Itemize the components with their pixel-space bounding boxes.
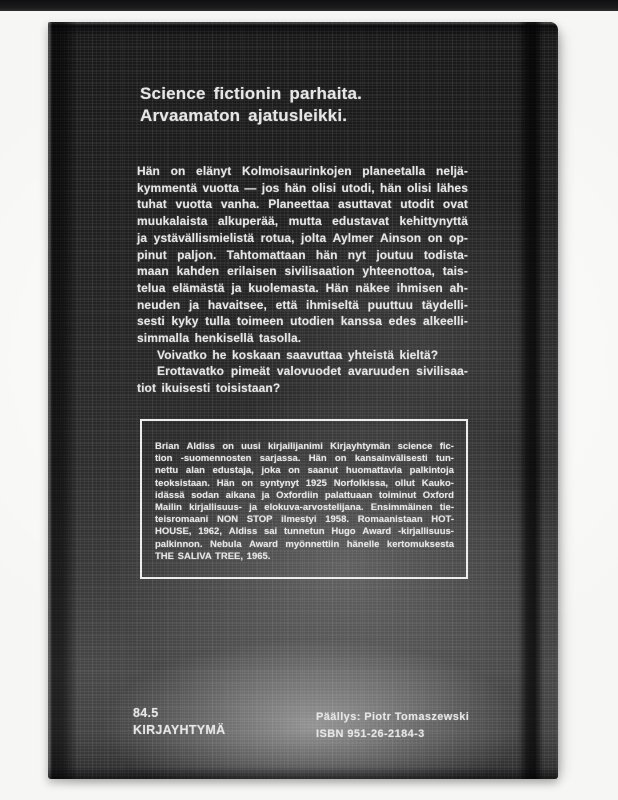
- classification-number: 84.5: [133, 706, 159, 720]
- text-line: muukalaista alkuperää, mutta edustavat kehittynyttä: [137, 214, 468, 229]
- text-line: THE SALIVA TREE, 1965.: [155, 550, 271, 562]
- cover-bottom-edge: [48, 765, 558, 779]
- text-line: ja ystävällismielistä rotua, jolta Aylmer Ainson on op-: [137, 230, 468, 245]
- text-line: simmalla henkisellä tasolla.: [137, 331, 302, 346]
- publisher-name: KIRJAYHTYMÄ: [133, 722, 226, 737]
- author-bio-box: [140, 419, 468, 579]
- text-line: teisromaani NON STOP ilmestyi 1958. Romaanistaan HOT-: [155, 514, 454, 526]
- text-line: neuden ja havaitsee, että ihmiseltä puuttuu täydelli-: [137, 297, 468, 312]
- book-back-cover: [48, 22, 558, 779]
- text-line: tion -suomennosten sarjassa. Hän on kansainvälisesti tun-: [155, 453, 454, 465]
- text-line: Brian Aldiss on uusi kirjailijanimi Kirjayhtymän science fic-: [155, 441, 454, 452]
- text-line: Hän on elänyt Kolmoisaurinkojen planeetalla neljä-: [137, 164, 468, 178]
- text-line: Mailin kirjallisuus- ja elokuva-arvostelijana. Ensimmäinen tie-: [155, 502, 454, 514]
- text-line: HOUSE, 1962, Aldiss sai tunnetun Hugo Award -kirjallisuus-: [155, 526, 454, 538]
- cover-credit: Päällys: Piotr Tomaszewski: [316, 711, 470, 723]
- footer-publisher-block: [133, 705, 225, 738]
- isbn-number: ISBN 951-26-2184-3: [316, 727, 425, 740]
- text-line: idässä sodan aikana ja Oxfordiin palattuaan toiminut Oxford: [155, 489, 454, 501]
- text-line: Science fictionin parhaita.: [140, 84, 363, 103]
- text-line: kymmentä vuotta — jos hän olisi utodi, hän olisi lähes: [137, 180, 468, 195]
- text-line: sesti kyky tulla toimeen utodien kanssa edes alkeelli-: [137, 314, 468, 329]
- cover-hinge-groove: [518, 22, 544, 779]
- text-line: nettu alan edustaja, joka on saanut huomattavia palkintoja: [155, 465, 454, 477]
- footer-credits-block: [316, 709, 469, 742]
- text-line: Erottavatko pimeät valovuodet avaruuden sivilisaa-: [157, 364, 468, 379]
- synopsis: [137, 163, 468, 397]
- photo-top-strip: [0, 0, 618, 11]
- text-line: teoksistaan. Hän on syntynyt 1925 Norfolkissa, ollut Kauko-: [155, 477, 454, 489]
- cover-top-edge: [48, 22, 558, 38]
- text-line: tuhat vuotta vanha. Planeettaa asuttavat utodit ovat: [137, 197, 468, 212]
- text-line: Arvaamaton ajatusleikki.: [140, 105, 348, 125]
- text-line: palkinnon. Nebula Award myönnettiin hänelle kertomuksesta: [155, 538, 454, 550]
- text-line: pinut paljon. Tahtomattaan hän nyt joutuu todista-: [137, 247, 468, 262]
- tagline: [140, 83, 362, 126]
- text-line: maan kahden erilaisen sivilisaation yhteenottoa, tais-: [137, 264, 468, 279]
- text-line: telua elämästä ja kuolemasta. Hän näkee ihmisen ah-: [137, 280, 468, 295]
- spine-fold-shadow: [48, 22, 78, 779]
- text-line: Voivatko he koskaan saavuttaa yhteistä kieltä?: [157, 347, 439, 362]
- text-line: tiot ikuisesti toisistaan?: [137, 381, 281, 396]
